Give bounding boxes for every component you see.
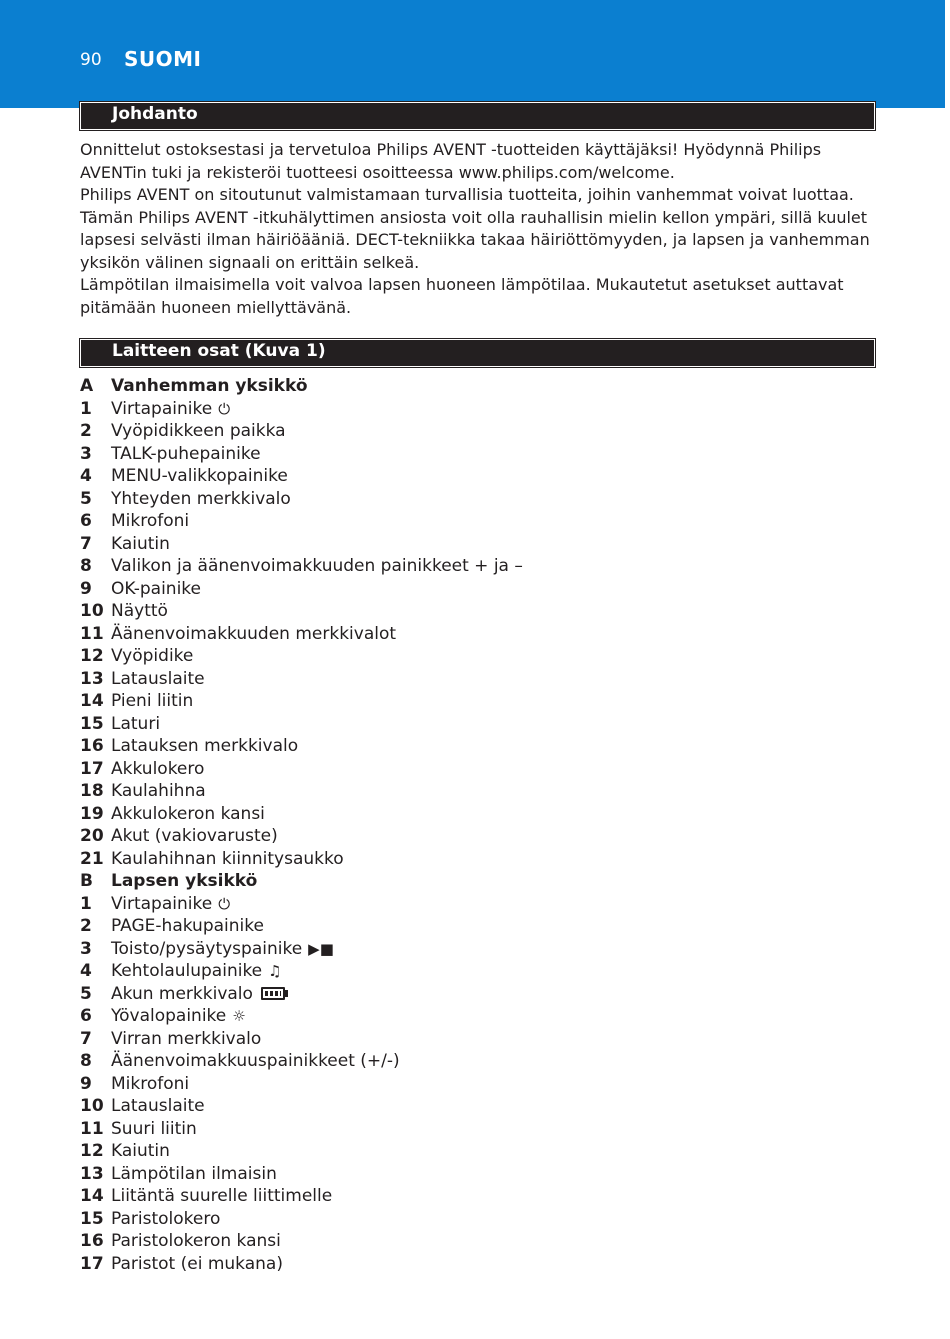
group-title: Vanhemman yksikkö	[111, 376, 308, 396]
item-number: 17	[80, 1253, 104, 1274]
item-text: Kaulahihna	[111, 781, 206, 801]
item-number: 5	[80, 488, 92, 509]
list-item	[80, 555, 860, 578]
intro-line: yksikön välinen signaali on erittäin selkeä.	[80, 252, 420, 272]
item-number: 3	[80, 938, 92, 959]
item-number: 4	[80, 961, 92, 981]
item-number: 21	[80, 848, 104, 869]
item-number: 9	[80, 578, 92, 599]
item-label	[111, 623, 396, 646]
list-item	[80, 1028, 860, 1051]
list-item	[80, 443, 860, 466]
item-label	[111, 735, 298, 758]
item-number: 4	[80, 466, 92, 486]
item-number: 15	[80, 1208, 104, 1229]
item-number: 1	[80, 398, 92, 419]
item-number: 2	[80, 916, 92, 936]
item-text: Kehtolaulupainike	[111, 961, 263, 981]
group-header-baby-unit	[80, 870, 860, 893]
item-number: 9	[80, 1073, 92, 1094]
list-item	[80, 1005, 860, 1028]
item-text: Paristolokero	[111, 1208, 221, 1229]
item-number: 7	[80, 533, 92, 554]
list-item	[80, 893, 860, 916]
list-item	[80, 1185, 860, 1208]
item-text: Laturi	[111, 713, 161, 734]
item-number: 7	[80, 1028, 92, 1049]
item-label	[111, 1005, 246, 1028]
intro-line: Tämän Philips AVENT -itkuhälyttimen ansiosta voit olla rauhallisin mielin kellon ympäri, sillä kuulet	[80, 207, 868, 227]
item-number: 14	[80, 691, 104, 711]
item-number: 19	[80, 803, 104, 824]
intro-line: pitämään huoneen miellyttävänä.	[80, 297, 352, 317]
item-label	[111, 1095, 205, 1118]
list-item	[80, 668, 860, 691]
item-text: Äänenvoimakkuuspainikkeet (+/-)	[111, 1051, 400, 1071]
item-label	[111, 398, 230, 421]
item-number: 1	[80, 893, 92, 914]
list-item	[80, 803, 860, 826]
item-label	[111, 1028, 261, 1051]
list-item	[80, 510, 860, 533]
item-label	[111, 510, 189, 533]
item-text: Kaulahihnan kiinnitysaukko	[111, 848, 344, 869]
item-label	[111, 1185, 332, 1208]
list-item	[80, 1073, 860, 1096]
item-text: Latauksen merkkivalo	[111, 736, 299, 756]
item-number: 6	[80, 511, 92, 531]
item-label	[111, 960, 282, 983]
power-icon: ⏻	[218, 399, 231, 418]
item-text: Virtapainike	[111, 893, 213, 914]
language-title: SUOMI	[124, 47, 202, 71]
item-number: 8	[80, 556, 92, 576]
item-text: Kaiutin	[111, 533, 170, 554]
item-number: 10	[80, 601, 104, 621]
list-item	[80, 645, 860, 668]
item-text: OK-painike	[111, 578, 202, 599]
item-number: 13	[80, 1163, 104, 1184]
item-number: 5	[80, 983, 92, 1004]
intro-line: Philips AVENT on sitoutunut valmistamaan turvallisia tuotteita, joihin vanhemmat voivat luottaa.	[80, 185, 854, 204]
item-text: Valikon ja äänenvoimakkuuden painikkeet + ja –	[111, 556, 523, 576]
item-label	[111, 713, 160, 736]
list-item	[80, 398, 860, 421]
item-text: Akkulokeron kansi	[111, 803, 265, 824]
list-item	[80, 533, 860, 556]
item-label	[111, 915, 264, 938]
item-label	[111, 420, 286, 443]
item-number: 16	[80, 1231, 104, 1251]
item-number: 6	[80, 1006, 92, 1026]
group-title: Lapsen yksikkö	[111, 871, 258, 891]
item-text: PAGE-hakupainike	[111, 916, 264, 936]
item-text: Virran merkkivalo	[111, 1028, 262, 1049]
item-label	[111, 533, 170, 556]
item-text: Näyttö	[111, 601, 168, 621]
item-number: 13	[80, 668, 104, 689]
night-light-icon: ☼	[232, 1007, 246, 1025]
item-text: Akkulokero	[111, 758, 205, 779]
list-item	[80, 825, 860, 848]
item-text: Virtapainike	[111, 398, 213, 419]
item-label	[111, 1050, 400, 1073]
intro-line: Onnittelut ostoksestasi ja tervetuloa Philips AVENT -tuotteiden käyttäjäksi! Hyödynnä Philips	[80, 140, 822, 159]
baby-unit-items	[80, 893, 860, 1276]
item-label	[111, 1230, 281, 1253]
item-label	[111, 645, 193, 668]
item-label	[111, 1140, 170, 1163]
page-number: 90	[80, 50, 102, 70]
item-label	[111, 1073, 189, 1096]
item-label	[111, 983, 285, 1006]
item-text: Yövalopainike	[111, 1006, 227, 1026]
section-header-parts	[79, 338, 876, 368]
list-item	[80, 938, 860, 961]
list-item	[80, 960, 860, 983]
item-label	[111, 1253, 283, 1276]
list-item	[80, 1253, 860, 1276]
item-text: Vyöpidikkeen paikka	[111, 421, 286, 441]
item-number: 10	[80, 1096, 104, 1116]
list-item	[80, 848, 860, 871]
list-item	[80, 623, 860, 646]
item-label	[111, 488, 291, 511]
list-item	[80, 465, 860, 488]
item-label	[111, 803, 265, 826]
list-item	[80, 1140, 860, 1163]
item-number: 2	[80, 421, 92, 441]
item-label	[111, 443, 261, 466]
group-header-parent-unit	[80, 375, 860, 398]
item-label	[111, 938, 334, 961]
item-label	[111, 1118, 197, 1141]
item-text: Lämpötilan ilmaisin	[111, 1163, 277, 1184]
list-item	[80, 1163, 860, 1186]
item-number: 12	[80, 1141, 104, 1161]
item-label	[111, 893, 230, 916]
item-label	[111, 848, 344, 871]
list-item	[80, 735, 860, 758]
item-text: Suuri liitin	[111, 1118, 197, 1139]
parts-list	[80, 375, 860, 1275]
list-item	[80, 600, 860, 623]
item-text: Paristot (ei mukana)	[111, 1253, 283, 1274]
list-item	[80, 1095, 860, 1118]
item-text: Akun merkkivalo	[111, 983, 253, 1004]
item-number: 20	[80, 826, 104, 846]
item-text: Latauslaite	[111, 668, 205, 689]
item-text: MENU-valikkopainike	[111, 466, 288, 486]
item-number: 14	[80, 1186, 104, 1206]
parent-unit-items	[80, 398, 860, 871]
list-item	[80, 713, 860, 736]
list-item	[80, 758, 860, 781]
section-header-intro	[79, 101, 876, 131]
item-number: 17	[80, 758, 104, 779]
item-label	[111, 555, 523, 578]
music-note-icon: ♫	[268, 962, 282, 980]
play-stop-icon: ▶■	[308, 939, 334, 958]
header-band	[0, 0, 945, 108]
item-number: 12	[80, 646, 104, 666]
item-number: 8	[80, 1051, 92, 1071]
item-number: 15	[80, 713, 104, 734]
item-label	[111, 1163, 277, 1186]
item-number: 3	[80, 443, 92, 464]
battery-icon	[261, 987, 285, 1000]
item-text: Pieni liitin	[111, 691, 194, 711]
list-item	[80, 420, 860, 443]
item-text: Yhteyden merkkivalo	[111, 488, 291, 509]
item-text: Paristolokeron kansi	[111, 1231, 281, 1251]
list-item	[80, 1118, 860, 1141]
item-text: Mikrofoni	[111, 1073, 190, 1094]
power-icon: ⏻	[218, 894, 231, 913]
item-label	[111, 758, 204, 781]
group-letter: B	[80, 871, 93, 891]
item-number: 18	[80, 781, 104, 801]
item-number: 11	[80, 623, 104, 644]
item-text: TALK-puhepainike	[111, 443, 261, 464]
item-label	[111, 1208, 220, 1231]
item-label	[111, 578, 201, 601]
group-letter: A	[80, 376, 94, 396]
item-text: Mikrofoni	[111, 511, 190, 531]
list-item	[80, 690, 860, 713]
item-number: 16	[80, 736, 104, 756]
intro-text	[80, 139, 880, 319]
list-item	[80, 1230, 860, 1253]
list-item	[80, 1208, 860, 1231]
item-text: Toisto/pysäytyspainike	[111, 938, 303, 959]
section-title: Johdanto	[112, 104, 198, 124]
item-text: Liitäntä suurelle liittimelle	[111, 1186, 333, 1206]
item-text: Latauslaite	[111, 1096, 205, 1116]
item-text: Akut (vakiovaruste)	[111, 826, 278, 846]
item-text: Äänenvoimakkuuden merkkivalot	[111, 623, 397, 644]
list-item	[80, 983, 860, 1006]
intro-line: lapsesi selvästi ilman häiriöääniä. DECT-tekniikka takaa häiriöttömyyden, ja lapsen ja vanhemman	[80, 230, 870, 249]
list-item	[80, 578, 860, 601]
item-label	[111, 690, 193, 713]
item-label	[111, 668, 205, 691]
list-item	[80, 1050, 860, 1073]
section-title: Laitteen osat (Kuva 1)	[112, 341, 326, 361]
list-item	[80, 915, 860, 938]
item-text: Kaiutin	[111, 1141, 170, 1161]
item-label	[111, 780, 206, 803]
item-number: 11	[80, 1118, 104, 1139]
intro-line: AVENTin tuki ja rekisteröi tuotteesi osoitteessa www.philips.com/welcome.	[80, 162, 675, 182]
item-label	[111, 465, 288, 488]
list-item	[80, 488, 860, 511]
item-text: Vyöpidike	[111, 646, 194, 666]
item-label	[111, 825, 278, 848]
intro-line: Lämpötilan ilmaisimella voit valvoa lapsen huoneen lämpötilaa. Mukautetut asetukset auttavat	[80, 275, 844, 294]
list-item	[80, 780, 860, 803]
item-label	[111, 600, 168, 623]
